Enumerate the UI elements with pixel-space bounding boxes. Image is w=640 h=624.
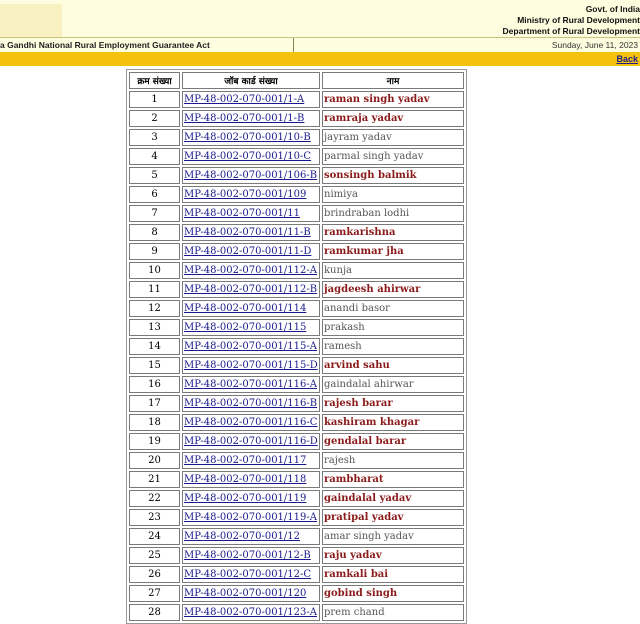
table-row <box>129 224 464 241</box>
title-bar <box>0 37 640 53</box>
job-card-cell <box>182 395 320 412</box>
serial-no-cell: 24 <box>129 528 180 545</box>
serial-no-cell: 22 <box>129 490 180 507</box>
name-cell: sonsingh balmik <box>322 167 464 184</box>
scheme-title: a Gandhi National Rural Employment Guarantee Act <box>0 38 294 52</box>
table-row <box>129 205 464 222</box>
name-cell: rajesh barar <box>322 395 464 412</box>
job-card-link[interactable]: MP-48-002-070-001/10-B <box>184 132 311 143</box>
serial-no-cell: 14 <box>129 338 180 355</box>
table-row <box>129 376 464 393</box>
job-card-cell <box>182 243 320 260</box>
name-cell: arvind sahu <box>322 357 464 374</box>
job-card-link[interactable]: MP-48-002-070-001/123-A <box>184 607 317 618</box>
table-row <box>129 186 464 203</box>
table-row <box>129 528 464 545</box>
name-cell: ramraja yadav <box>322 110 464 127</box>
name-cell: gobind singh <box>322 585 464 602</box>
job-card-link[interactable]: MP-48-002-070-001/115-D <box>184 360 318 371</box>
job-card-cell <box>182 414 320 431</box>
name-cell: prakash <box>322 319 464 336</box>
name-cell: prem chand <box>322 604 464 621</box>
job-card-link[interactable]: MP-48-002-070-001/119 <box>184 493 307 504</box>
table-header-row <box>129 72 464 89</box>
name-cell: jagdeesh ahirwar <box>322 281 464 298</box>
job-card-link[interactable]: MP-48-002-070-001/10-C <box>184 151 312 162</box>
job-card-cell <box>182 110 320 127</box>
table-row <box>129 414 464 431</box>
serial-no-cell: 18 <box>129 414 180 431</box>
name-cell: gaindalal yadav <box>322 490 464 507</box>
name-cell: kashiram khagar <box>322 414 464 431</box>
table-row <box>129 604 464 621</box>
serial-no-cell: 10 <box>129 262 180 279</box>
table-row <box>129 395 464 412</box>
job-card-link[interactable]: MP-48-002-070-001/109 <box>184 189 307 200</box>
job-card-cell <box>182 167 320 184</box>
name-cell: raju yadav <box>322 547 464 564</box>
job-card-cell <box>182 262 320 279</box>
job-card-cell <box>182 604 320 621</box>
job-card-cell <box>182 205 320 222</box>
job-card-cell <box>182 528 320 545</box>
header-banner <box>0 0 640 37</box>
table-row <box>129 471 464 488</box>
job-card-cell <box>182 357 320 374</box>
job-card-link[interactable]: MP-48-002-070-001/106-B <box>184 170 318 181</box>
serial-no-cell: 7 <box>129 205 180 222</box>
serial-no-cell: 9 <box>129 243 180 260</box>
department-line: Department of Rural Development <box>502 26 640 36</box>
serial-no-cell: 19 <box>129 433 180 450</box>
gov-line: Govt. of India <box>585 4 640 14</box>
table-row <box>129 433 464 450</box>
table-row <box>129 300 464 317</box>
job-card-cell <box>182 224 320 241</box>
job-card-link[interactable]: MP-48-002-070-001/116-D <box>184 436 318 447</box>
name-cell: kunja <box>322 262 464 279</box>
back-link[interactable]: Back <box>616 54 638 64</box>
ministry-line: Ministry of Rural Development <box>517 15 640 25</box>
table-row <box>129 91 464 108</box>
job-card-link[interactable]: MP-48-002-070-001/120 <box>184 588 307 599</box>
job-card-link[interactable]: MP-48-002-070-001/12 <box>184 531 301 542</box>
serial-no-cell: 5 <box>129 167 180 184</box>
job-card-cell <box>182 148 320 165</box>
job-card-link[interactable]: MP-48-002-070-001/118 <box>184 474 307 485</box>
job-card-cell <box>182 338 320 355</box>
job-card-cell <box>182 281 320 298</box>
job-card-cell <box>182 129 320 146</box>
table-row <box>129 281 464 298</box>
job-card-cell <box>182 186 320 203</box>
job-card-link[interactable]: MP-48-002-070-001/12-C <box>184 569 312 580</box>
name-cell: brindraban lodhi <box>322 205 464 222</box>
job-card-link[interactable]: MP-48-002-070-001/1-B <box>184 113 305 124</box>
table-row <box>129 452 464 469</box>
job-card-link[interactable]: MP-48-002-070-001/112-B <box>184 284 318 295</box>
serial-no-cell: 26 <box>129 566 180 583</box>
name-cell: rambharat <box>322 471 464 488</box>
job-card-cell <box>182 91 320 108</box>
serial-no-cell: 15 <box>129 357 180 374</box>
name-cell: rajesh <box>322 452 464 469</box>
table-row <box>129 110 464 127</box>
serial-no-cell: 4 <box>129 148 180 165</box>
job-card-link[interactable]: MP-48-002-070-001/114 <box>184 303 307 314</box>
job-card-cell <box>182 547 320 564</box>
job-card-cell <box>182 490 320 507</box>
serial-no-cell: 20 <box>129 452 180 469</box>
table-row <box>129 167 464 184</box>
job-card-cell <box>182 300 320 317</box>
table-row <box>129 319 464 336</box>
job-card-link[interactable]: MP-48-002-070-001/119-A <box>184 512 317 523</box>
table-row <box>129 148 464 165</box>
name-cell: nimiya <box>322 186 464 203</box>
job-card-link[interactable]: MP-48-002-070-001/11-D <box>184 246 312 257</box>
job-card-link[interactable]: MP-48-002-070-001/112-A <box>184 265 317 276</box>
table-row <box>129 547 464 564</box>
serial-no-cell: 27 <box>129 585 180 602</box>
job-card-cell <box>182 452 320 469</box>
name-cell: raman singh yadav <box>322 91 464 108</box>
name-cell: anandi basor <box>322 300 464 317</box>
name-cell: gaindalal ahirwar <box>322 376 464 393</box>
serial-no-cell: 1 <box>129 91 180 108</box>
header-name: नाम <box>322 72 464 89</box>
table-row <box>129 490 464 507</box>
table-row <box>129 129 464 146</box>
job-card-cell <box>182 319 320 336</box>
job-card-cell <box>182 585 320 602</box>
date-text: Sunday, June 11, 2023 <box>551 40 638 50</box>
name-cell: ramkarishna <box>322 224 464 241</box>
serial-no-cell: 25 <box>129 547 180 564</box>
name-cell: ramkali bai <box>322 566 464 583</box>
job-card-link[interactable]: MP-48-002-070-001/1-A <box>184 94 305 105</box>
table-row <box>129 243 464 260</box>
serial-no-cell: 28 <box>129 604 180 621</box>
serial-no-cell: 2 <box>129 110 180 127</box>
job-card-cell <box>182 376 320 393</box>
table-row <box>129 509 464 526</box>
name-cell: amar singh yadav <box>322 528 464 545</box>
serial-no-cell: 12 <box>129 300 180 317</box>
table-row <box>129 585 464 602</box>
table-row <box>129 338 464 355</box>
nav-strip <box>0 52 640 66</box>
table-row <box>129 262 464 279</box>
job-card-link[interactable]: MP-48-002-070-001/116-C <box>184 417 318 428</box>
logo-area <box>0 4 62 37</box>
job-card-link[interactable]: MP-48-002-070-001/11-B <box>184 227 311 238</box>
serial-no-cell: 8 <box>129 224 180 241</box>
serial-no-cell: 23 <box>129 509 180 526</box>
job-card-link[interactable]: MP-48-002-070-001/12-B <box>184 550 311 561</box>
ministry-block <box>503 4 640 37</box>
name-cell: gendalal barar <box>322 433 464 450</box>
serial-no-cell: 16 <box>129 376 180 393</box>
serial-no-cell: 13 <box>129 319 180 336</box>
job-card-cell <box>182 509 320 526</box>
job-card-link[interactable]: MP-48-002-070-001/115 <box>184 322 307 333</box>
job-card-cell <box>182 566 320 583</box>
serial-no-cell: 3 <box>129 129 180 146</box>
job-card-link[interactable]: MP-48-002-070-001/11 <box>184 208 301 219</box>
serial-no-cell: 11 <box>129 281 180 298</box>
serial-no-cell: 21 <box>129 471 180 488</box>
job-card-table <box>126 69 467 624</box>
name-cell: parmal singh yadav <box>322 148 464 165</box>
name-cell: ramesh <box>322 338 464 355</box>
serial-no-cell: 17 <box>129 395 180 412</box>
name-cell: pratipal yadav <box>322 509 464 526</box>
table-row <box>129 357 464 374</box>
job-card-cell <box>182 471 320 488</box>
job-card-cell <box>182 433 320 450</box>
header-job-card-no: जॉब कार्ड संख्या <box>182 72 320 89</box>
name-cell: ramkumar jha <box>322 243 464 260</box>
job-card-link[interactable]: MP-48-002-070-001/116-A <box>184 379 317 390</box>
serial-no-cell: 6 <box>129 186 180 203</box>
header-serial-no: क्रम संख्या <box>129 72 180 89</box>
job-card-link[interactable]: MP-48-002-070-001/115-A <box>184 341 317 352</box>
name-cell: jayram yadav <box>322 129 464 146</box>
table-row <box>129 566 464 583</box>
job-card-link[interactable]: MP-48-002-070-001/117 <box>184 455 307 466</box>
job-card-link[interactable]: MP-48-002-070-001/116-B <box>184 398 318 409</box>
